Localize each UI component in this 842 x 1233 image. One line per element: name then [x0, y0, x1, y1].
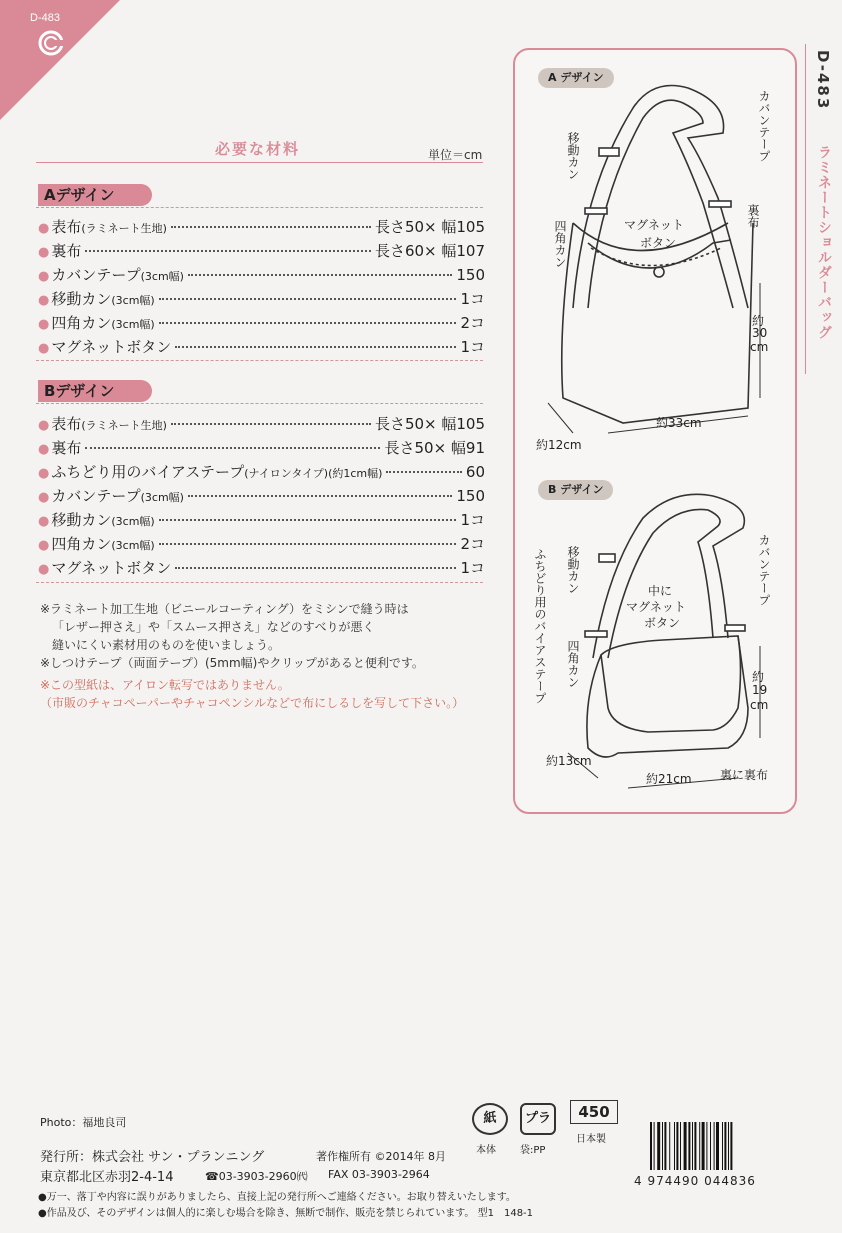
copyright: 著作権所有 ©2014年 8月: [316, 1150, 446, 1163]
warning-line: ※この型紙は、アイロン転写ではありません。: [40, 678, 290, 692]
fax: FAX 03-3903-2964: [328, 1168, 430, 1181]
design-b-label: Bデザイン: [38, 380, 152, 402]
material-note: (3cm幅): [140, 491, 184, 504]
design-b-tag: B デザイン: [538, 480, 613, 500]
material-name: 表布: [51, 218, 82, 236]
material-row: [38, 485, 485, 507]
disclaimer-2: ●作品及び、そのデザインは個人的に楽しむ場合を除き、無断で制作、販売を禁じられています。 型1 148-1: [38, 1208, 534, 1219]
design-a-label: Aデザイン: [38, 184, 152, 206]
material-name: 裏布: [51, 242, 82, 260]
material-row: [38, 557, 485, 579]
bullet-icon: ●: [38, 442, 50, 457]
material-note: (3cm幅): [140, 270, 184, 283]
material-name: ふちどり用のバイアステープ: [51, 463, 245, 481]
material-name: 移動カン: [51, 290, 112, 308]
material-amount: 1コ: [460, 559, 485, 577]
photo-credit: Photo：福地良司: [40, 1116, 127, 1129]
leader-dots: [171, 423, 371, 425]
width-label: 約33cm: [656, 416, 702, 430]
label-magnet: マグネット: [624, 218, 684, 232]
label-square-ring: 四角カン: [566, 640, 580, 688]
material-row: [38, 413, 485, 435]
material-amount: 150: [456, 487, 485, 505]
material-row: [38, 312, 485, 334]
bullet-icon: ●: [38, 418, 50, 433]
material-note: (ラミネート生地): [81, 419, 167, 432]
label-lining: 裏に裏布: [720, 768, 769, 782]
bullet-icon: ●: [38, 341, 50, 356]
material-name: 四角カン: [51, 535, 112, 553]
recycle-plastic-label: 袋:PP: [520, 1145, 546, 1156]
divider: [36, 360, 483, 361]
address: 東京都北区赤羽2-4-14: [40, 1170, 174, 1185]
side-code: D-483: [814, 50, 832, 111]
height-unit: cm: [750, 698, 769, 712]
bullet-icon: ●: [38, 514, 50, 529]
divider: [36, 582, 483, 583]
material-note: (3cm幅): [111, 318, 155, 331]
brand-logo-icon: [38, 30, 64, 56]
disclaimer-1: ●万一、落丁や内容に誤りがありましたら、直接上記の発行所へご連絡ください。お取り替えいたします。: [38, 1192, 516, 1203]
label-button: ボタン: [640, 236, 677, 250]
bullet-icon: ●: [38, 562, 50, 577]
material-row: [38, 288, 485, 310]
bullet-icon: ●: [38, 490, 50, 505]
note-line: ※ラミネート加工生地（ビニールコーティング）をミシンで縫う時は: [40, 602, 409, 616]
bullet-icon: ●: [38, 221, 50, 236]
material-name: 移動カン: [51, 511, 112, 529]
price-box: 450: [570, 1100, 618, 1124]
label-lining: 裏布: [746, 204, 760, 228]
materials-title: 必要な材料: [215, 140, 301, 158]
leader-dots: [175, 567, 456, 569]
material-amount: 長さ50× 幅91: [384, 439, 485, 457]
bullet-icon: ●: [38, 293, 50, 308]
bullet-icon: ●: [38, 269, 50, 284]
corner-code: D-483: [30, 12, 60, 24]
material-note: (3cm幅): [111, 515, 155, 528]
label-button: ボタン: [644, 616, 681, 630]
material-note: (ナイロンタイプ)(約1cm幅): [244, 467, 383, 480]
width-label: 約21cm: [646, 772, 692, 786]
material-amount: 150: [456, 266, 485, 284]
leader-dots: [188, 274, 452, 276]
phone: ☎03-3903-2960㈹: [205, 1170, 308, 1183]
material-amount: 1コ: [460, 290, 485, 308]
material-row: [38, 336, 485, 358]
material-note: (3cm幅): [111, 294, 155, 307]
material-amount: 60: [465, 463, 485, 481]
material-row: [38, 461, 485, 483]
bag-illustrations: [513, 48, 793, 810]
label-inside: 中に: [648, 584, 673, 598]
material-name: マグネットボタン: [51, 559, 172, 577]
height-prefix: 約: [752, 314, 765, 328]
material-amount: 長さ50× 幅105: [374, 415, 485, 433]
depth-label: 約12cm: [536, 438, 582, 452]
pattern-warning: [40, 676, 464, 712]
bullet-icon: ●: [38, 538, 50, 553]
label-square-ring: 四角カン: [553, 220, 567, 268]
material-row: [38, 509, 485, 531]
leader-dots: [159, 298, 457, 300]
height-value: 19: [752, 683, 768, 697]
material-note: (3cm幅): [111, 539, 155, 552]
material-amount: 1コ: [460, 338, 485, 356]
leader-dots: [175, 346, 456, 348]
material-amount: 長さ60× 幅107: [374, 242, 485, 260]
made-in-japan: 日本製: [576, 1134, 606, 1145]
label-bag-tape: カバンテープ: [757, 534, 771, 606]
corner-triangle: [0, 0, 120, 120]
label-slider: 移動カン: [566, 132, 580, 180]
material-amount: 2コ: [460, 314, 485, 332]
warning-line: （市販のチャコペーパーやチャコペンシルなどで布にしるしを写して下さい。）: [40, 696, 465, 710]
material-name: カバンテープ: [51, 266, 141, 284]
publisher-line: [40, 1146, 264, 1165]
material-row: [38, 437, 485, 459]
leader-dots: [85, 250, 371, 252]
side-product-name: ラミネートショルダーバッグ: [816, 145, 832, 340]
barcode-icon: [648, 1122, 796, 1170]
height-unit: cm: [750, 340, 769, 354]
leader-dots: [159, 543, 457, 545]
material-amount: 長さ50× 幅105: [374, 218, 485, 236]
bullet-icon: ●: [38, 245, 50, 260]
divider: [36, 207, 483, 208]
label-magnet: マグネット: [626, 600, 686, 614]
note-line: 縫いにくい素材用のものを使いましょう。: [52, 638, 281, 652]
sewing-notes: [40, 600, 424, 672]
recycle-paper-label: 本体: [476, 1145, 496, 1156]
label-bias-tape: ふちどり用のバイアステープ: [533, 548, 547, 704]
height-value: 30: [752, 326, 768, 340]
material-note: (ラミネート生地): [81, 222, 167, 235]
material-row: [38, 216, 485, 238]
material-row: [38, 264, 485, 286]
depth-label: 約13cm: [546, 754, 592, 768]
label-slider: 移動カン: [566, 546, 580, 594]
material-amount: 1コ: [460, 511, 485, 529]
label-bag-tape: カバンテープ: [757, 90, 771, 162]
leader-dots: [85, 447, 380, 449]
leader-dots: [188, 495, 452, 497]
bullet-icon: ●: [38, 317, 50, 332]
material-name: マグネットボタン: [51, 338, 172, 356]
material-row: [38, 240, 485, 262]
plastic-recycle-icon: プラ: [520, 1103, 556, 1135]
height-prefix: 約: [752, 670, 765, 684]
bag-a-drawing: [562, 86, 753, 424]
divider: [36, 162, 483, 163]
material-amount: 2コ: [460, 535, 485, 553]
divider: [36, 403, 483, 404]
material-row: [38, 533, 485, 555]
publisher-name: 株式会社 サン・プランニング: [92, 1150, 265, 1165]
material-name: 表布: [51, 415, 82, 433]
paper-recycle-icon: 紙: [472, 1103, 508, 1135]
bullet-icon: ●: [38, 466, 50, 481]
material-name: カバンテープ: [51, 487, 141, 505]
unit-label: 単位＝cm: [428, 148, 483, 162]
design-a-tag: A デザイン: [538, 68, 614, 88]
note-line: 「レザー押さえ」や「スムース押さえ」などのすべりが悪く: [52, 620, 375, 634]
material-name: 裏布: [51, 439, 82, 457]
leader-dots: [159, 322, 457, 324]
note-line: ※しつけテープ（両面テープ）(5mm幅)やクリップがあると便利です。: [40, 656, 424, 670]
material-name: 四角カン: [51, 314, 112, 332]
publisher-label: 発行所：: [40, 1150, 93, 1165]
leader-dots: [386, 471, 461, 473]
barcode-number: 4 974490 044836: [634, 1174, 756, 1188]
leader-dots: [159, 519, 457, 521]
leader-dots: [171, 226, 371, 228]
